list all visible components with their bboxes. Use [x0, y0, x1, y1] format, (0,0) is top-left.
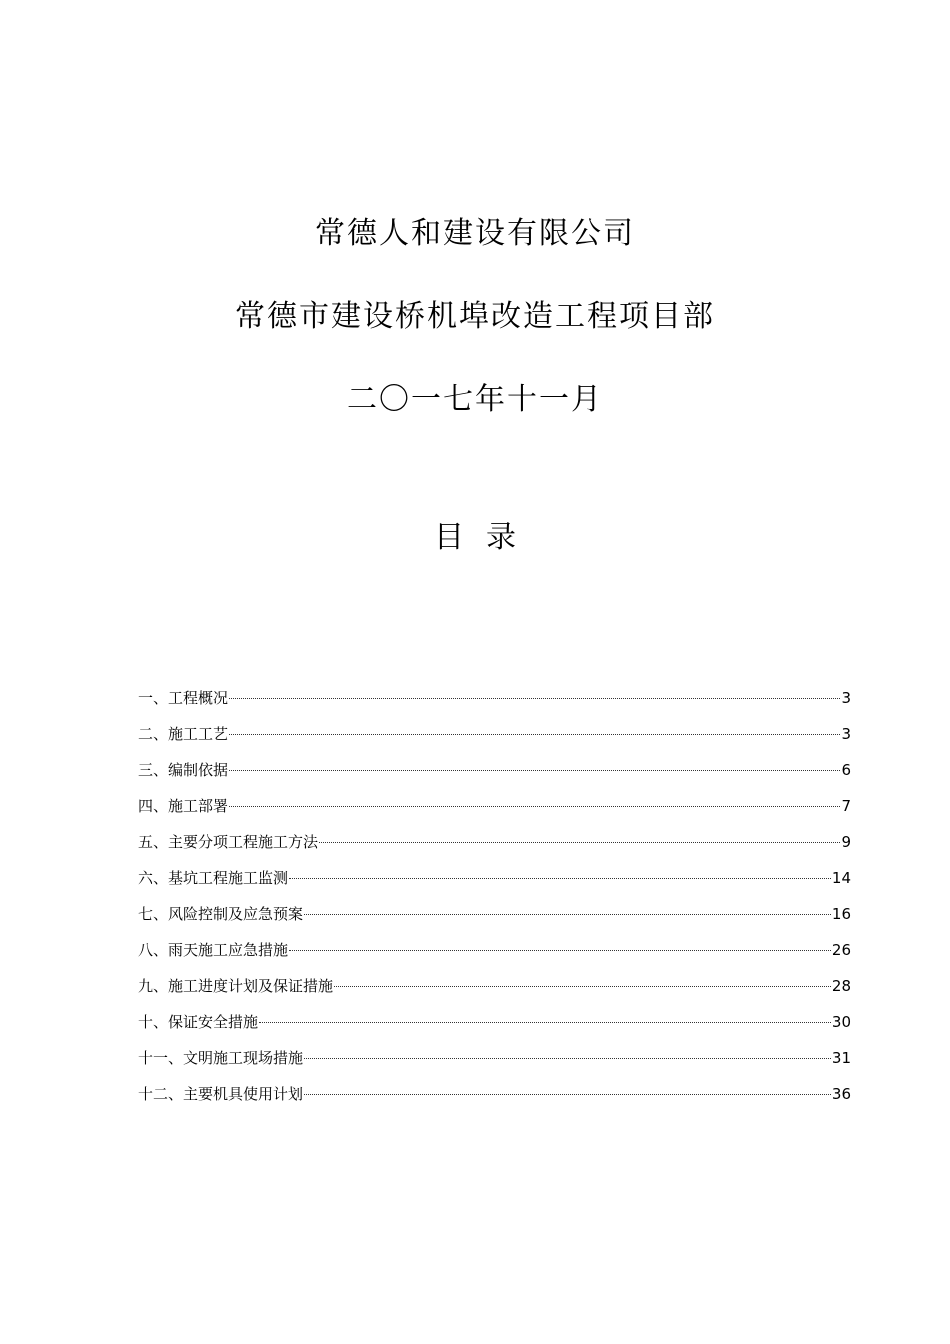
toc-entry[interactable] [138, 1010, 851, 1046]
table-of-contents [138, 686, 851, 1118]
issue-date: 二〇一七年十一月 [347, 382, 603, 417]
toc-entry-label: 二、施工工艺 [138, 725, 229, 743]
toc-entry-page: 9 [841, 833, 851, 851]
toc-entry-label: 十一、文明施工现场措施 [138, 1049, 304, 1067]
toc-title: 目录 [434, 520, 538, 555]
toc-dot-leader [289, 950, 831, 951]
toc-entry[interactable] [138, 938, 851, 974]
toc-entry-label: 六、基坑工程施工监测 [138, 869, 289, 887]
toc-entry-label: 十二、主要机具使用计划 [138, 1085, 304, 1103]
toc-entry[interactable] [138, 830, 851, 866]
toc-entry[interactable] [138, 794, 851, 830]
toc-entry[interactable] [138, 686, 851, 722]
company-name: 常德人和建设有限公司 [315, 216, 635, 251]
toc-entry-label: 九、施工进度计划及保证措施 [138, 977, 334, 995]
toc-entry-page: 30 [831, 1013, 851, 1031]
toc-entry[interactable] [138, 1082, 851, 1118]
toc-entry-page: 3 [841, 725, 851, 743]
toc-dot-leader [229, 770, 840, 771]
toc-entry-page: 36 [831, 1085, 851, 1103]
toc-entry-label: 五、主要分项工程施工方法 [138, 833, 319, 851]
toc-entry-label: 三、编制依据 [138, 761, 229, 779]
toc-entry-page: 3 [841, 689, 851, 707]
toc-dot-leader [289, 878, 831, 879]
toc-dot-leader [229, 806, 840, 807]
toc-entry-label: 八、雨天施工应急措施 [138, 941, 289, 959]
toc-entry-page: 6 [841, 761, 851, 779]
toc-entry[interactable] [138, 902, 851, 938]
toc-entry-label: 七、风险控制及应急预案 [138, 905, 304, 923]
toc-entry-page: 16 [831, 905, 851, 923]
toc-entry[interactable] [138, 974, 851, 1010]
toc-dot-leader [259, 1022, 831, 1023]
toc-entry[interactable] [138, 1046, 851, 1082]
toc-dot-leader [319, 842, 840, 843]
toc-entry-page: 31 [831, 1049, 851, 1067]
toc-entry-page: 7 [841, 797, 851, 815]
toc-entry[interactable] [138, 866, 851, 902]
toc-entry-label: 四、施工部署 [138, 797, 229, 815]
toc-dot-leader [304, 1058, 831, 1059]
toc-dot-leader [304, 914, 831, 915]
toc-entry[interactable] [138, 722, 851, 758]
toc-entry-page: 14 [831, 869, 851, 887]
toc-entry-page: 28 [831, 977, 851, 995]
toc-entry-label: 十、保证安全措施 [138, 1013, 259, 1031]
toc-dot-leader [229, 698, 840, 699]
toc-dot-leader [304, 1094, 831, 1095]
toc-entry[interactable] [138, 758, 851, 794]
toc-entry-page: 26 [831, 941, 851, 959]
toc-dot-leader [334, 986, 831, 987]
project-department-name: 常德市建设桥机埠改造工程项目部 [235, 299, 715, 334]
toc-dot-leader [229, 734, 840, 735]
toc-entry-label: 一、工程概况 [138, 689, 229, 707]
